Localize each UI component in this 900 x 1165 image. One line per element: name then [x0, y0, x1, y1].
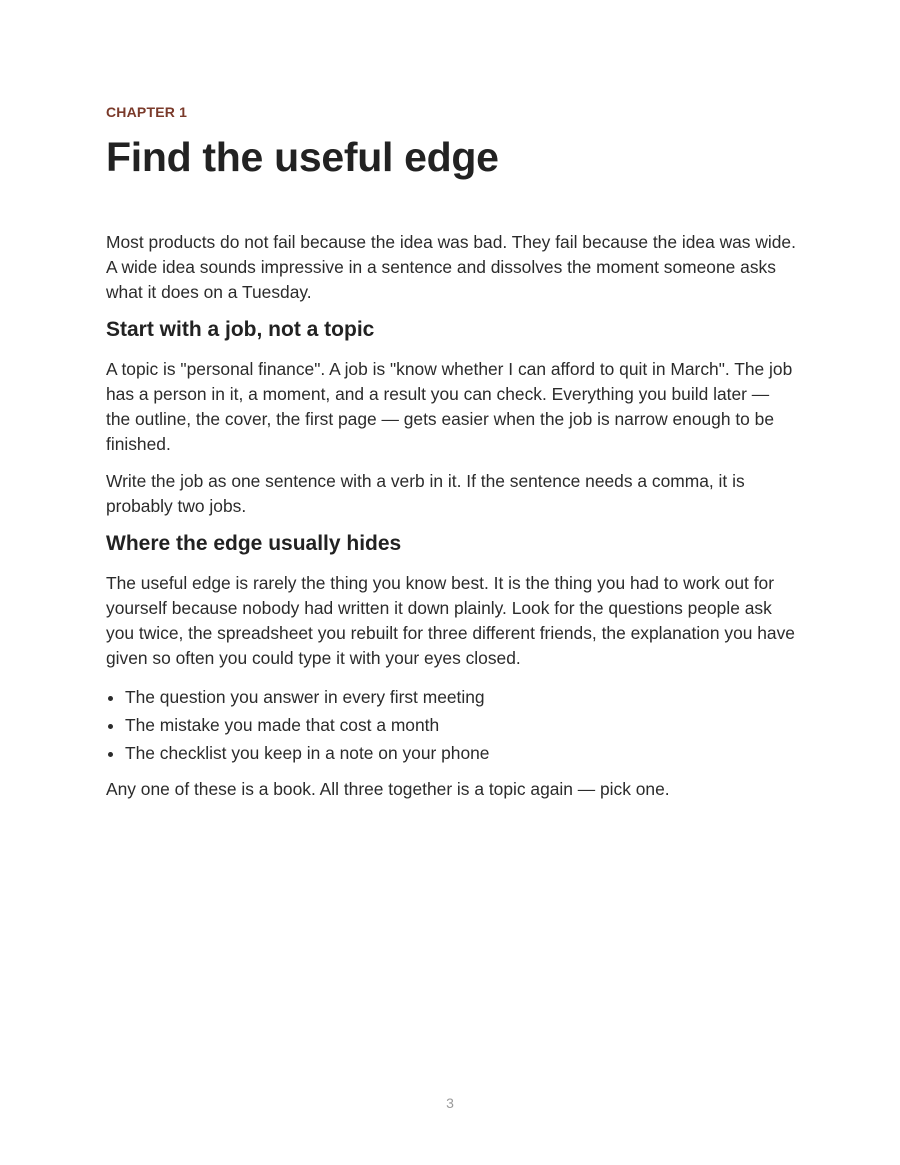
list-item: • The question you answer in every first meeting — [125, 683, 796, 711]
paragraph: A topic is "personal finance". A job is "know whether I can afford to quit in March". The job has a person in it, a moment, and a result you can check. Everything you build later — the outline, the cover, the first page — gets easier when the job is narrow enough to be finished. — [106, 359, 793, 454]
section-heading-where-the-edge-hides: Where the edge usually hides — [106, 532, 402, 555]
intro-paragraph: Most products do not fail because the idea was bad. They fail because the idea was wide. A wide idea sounds impressive in a sentence and dissolves the moment someone asks what it does on a Tuesday. — [106, 232, 796, 302]
chapter-label: CHAPTER 1 — [106, 104, 188, 120]
closing-paragraph: Any one of these is a book. All three together is a topic again — pick one. — [106, 779, 670, 799]
chapter-body — [106, 230, 796, 814]
paragraph: The useful edge is rarely the thing you know best. It is the thing you had to work out for yourself because nobody had written it down plainly. Look for the questions people ask you twice, the spreadsheet you rebuilt for three different friends, the explanation you have given so often you could type it with your eyes closed. — [106, 573, 795, 668]
list-item: • The mistake you made that cost a month — [125, 711, 796, 739]
section-heading-start-with-a-job: Start with a job, not a topic — [106, 318, 375, 341]
paragraph: Write the job as one sentence with a verb in it. If the sentence needs a comma, it is probably two jobs. — [106, 471, 745, 516]
page-number: 3 — [446, 1095, 454, 1111]
chapter-title: Find the useful edge — [106, 134, 499, 180]
bullet-list — [106, 683, 796, 767]
list-item: • The checklist you keep in a note on your phone — [125, 739, 796, 767]
